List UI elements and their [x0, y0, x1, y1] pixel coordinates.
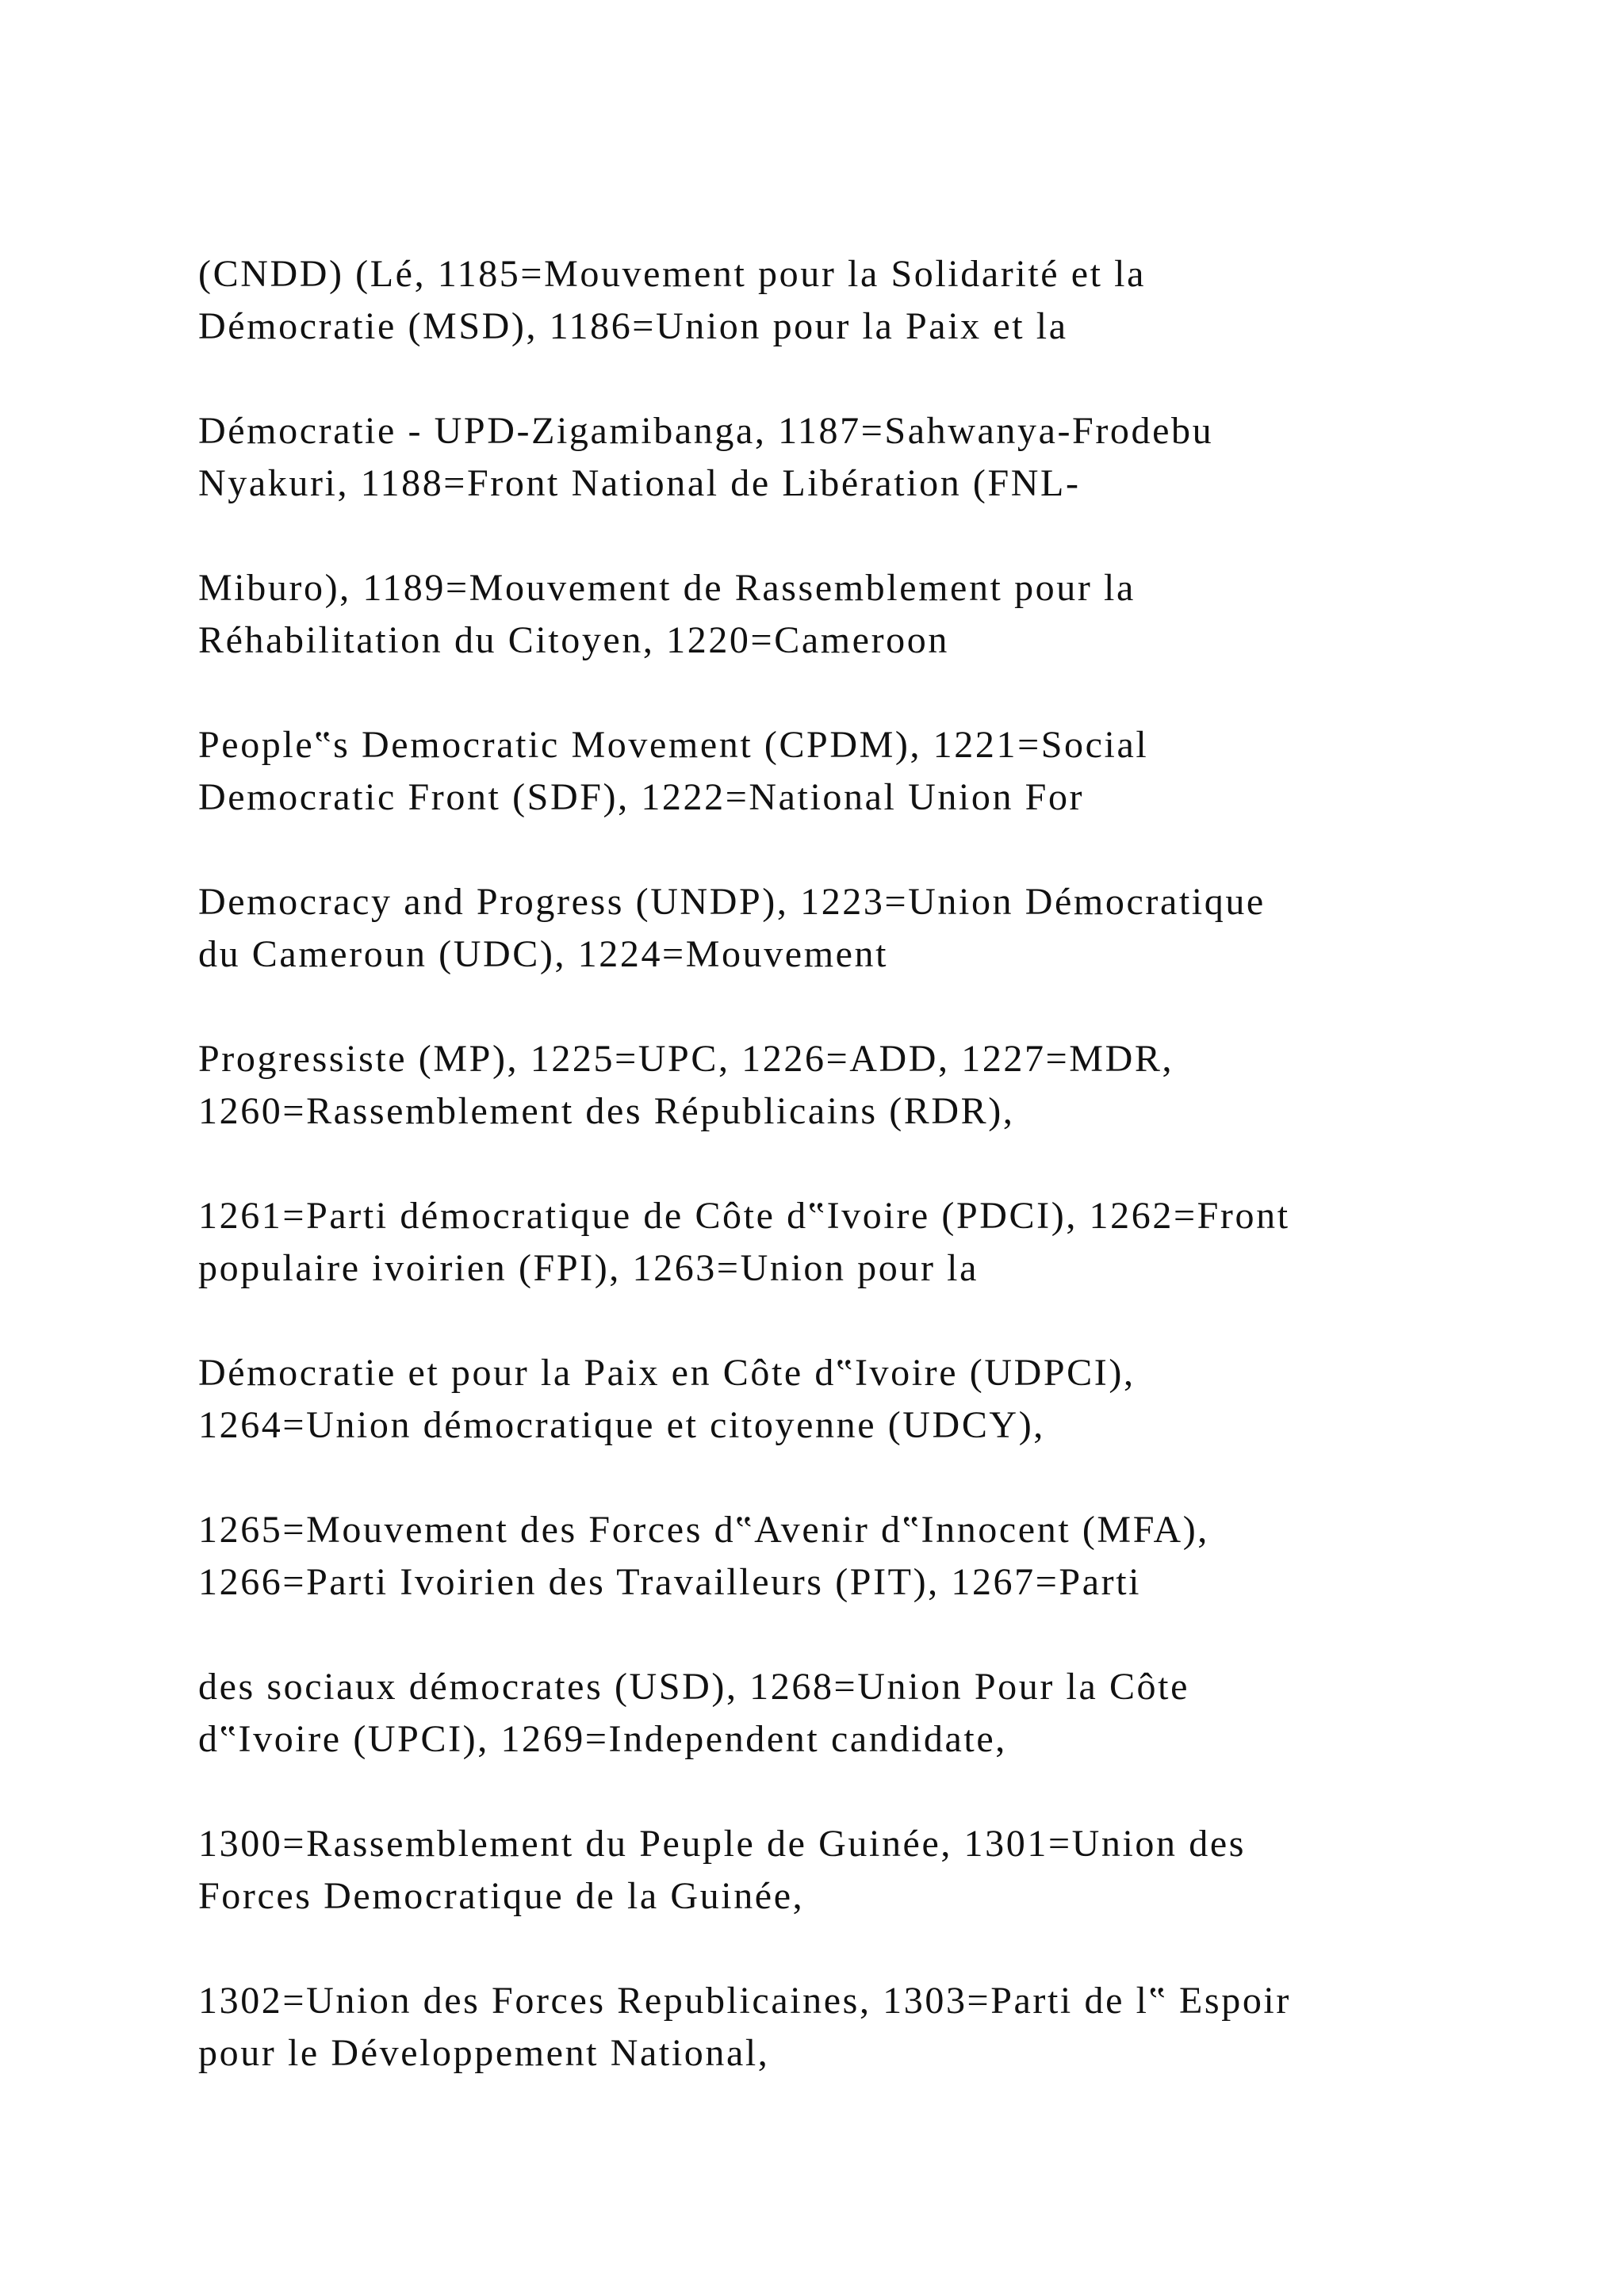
text-line: Forces Democratique de la Guinée,	[198, 1875, 805, 1917]
text-line: d‟Ivoire (UPCI), 1269=Independent candidate,	[198, 1718, 1007, 1760]
text-line: Nyakuri, 1188=Front National de Libération (FNL-	[198, 462, 1081, 504]
text-line: populaire ivoirien (FPI), 1263=Union pour la	[198, 1247, 979, 1289]
paragraph	[198, 248, 1546, 353]
text-line: People‟s Democratic Movement (CPDM), 1221=Social	[198, 724, 1149, 766]
paragraph	[198, 1504, 1546, 1609]
paragraph	[198, 405, 1546, 510]
text-line: Réhabilitation du Citoyen, 1220=Cameroon	[198, 619, 949, 661]
text-line: des sociaux démocrates (USD), 1268=Union Pour la Côte	[198, 1666, 1190, 1708]
text-line: 1264=Union démocratique et citoyenne (UDCY),	[198, 1404, 1045, 1446]
paragraph	[198, 1661, 1546, 1766]
text-line: Démocratie (MSD), 1186=Union pour la Paix et la	[198, 305, 1068, 347]
text-line: 1265=Mouvement des Forces d‟Avenir d‟Innocent (MFA),	[198, 1509, 1209, 1551]
text-line: Démocratie et pour la Paix en Côte d‟Ivoire (UDPCI),	[198, 1352, 1136, 1394]
text-line: du Cameroun (UDC), 1224=Mouvement	[198, 933, 889, 975]
text-line: pour le Développement National,	[198, 2032, 770, 2074]
text-line: 1300=Rassemblement du Peuple de Guinée, 1301=Union des	[198, 1823, 1247, 1865]
text-line: Démocratie - UPD-Zigamibanga, 1187=Sahwanya-Frodebu	[198, 410, 1214, 452]
paragraph	[198, 1818, 1546, 1923]
paragraph	[198, 876, 1546, 981]
text-line: Democracy and Progress (UNDP), 1223=Union Démocratique	[198, 881, 1266, 923]
text-line: 1266=Parti Ivoirien des Travailleurs (PIT), 1267=Parti	[198, 1561, 1142, 1603]
paragraph	[198, 719, 1546, 824]
paragraph	[198, 562, 1546, 667]
paragraph	[198, 1190, 1546, 1295]
text-line: (CNDD) (Lé, 1185=Mouvement pour la Solidarité et la	[198, 253, 1146, 295]
text-line: 1260=Rassemblement des Républicains (RDR),	[198, 1090, 1015, 1132]
paragraph	[198, 1975, 1546, 2080]
document-body	[198, 248, 1546, 2132]
text-line: Progressiste (MP), 1225=UPC, 1226=ADD, 1227=MDR,	[198, 1038, 1174, 1080]
text-line: Democratic Front (SDF), 1222=National Union For	[198, 776, 1085, 818]
text-line: 1302=Union des Forces Republicaines, 1303=Parti de l‟ Espoir	[198, 1980, 1291, 2022]
text-line: Miburo), 1189=Mouvement de Rassemblement pour la	[198, 567, 1136, 609]
text-line: 1261=Parti démocratique de Côte d‟Ivoire (PDCI), 1262=Front	[198, 1195, 1290, 1237]
paragraph	[198, 1347, 1546, 1452]
paragraph	[198, 1033, 1546, 1138]
